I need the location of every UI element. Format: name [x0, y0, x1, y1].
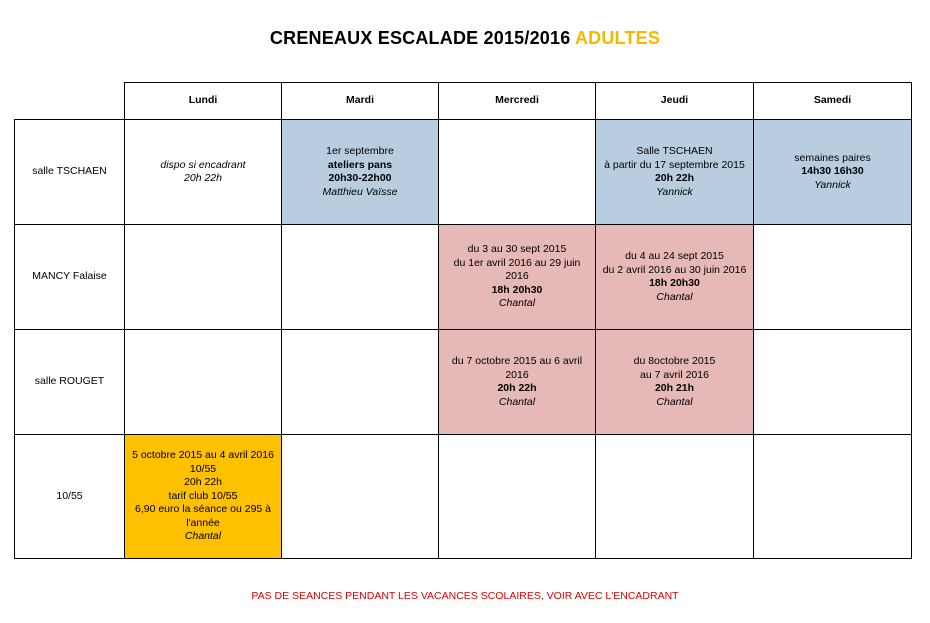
- cell-1055-jeudi: [596, 435, 754, 559]
- cell-hours: 20h 21h: [654, 382, 695, 394]
- title-accent: ADULTES: [574, 28, 661, 48]
- cell-mancy-jeudi: [596, 225, 754, 330]
- cell-hours: 20h30-22h00: [328, 172, 392, 184]
- row-label-rouget: salle ROUGET: [15, 330, 125, 435]
- cell-hours: 18h 20h30: [649, 277, 700, 289]
- cell-coach: Yannick: [814, 178, 851, 191]
- cell-line: du 1er avril 2016 au 29 juin: [453, 256, 581, 269]
- cell-hours: 20h 22h: [184, 476, 222, 489]
- cell-date: 1er septembre: [326, 145, 394, 157]
- cell-mancy-lundi: [125, 225, 282, 330]
- cell-coach: Matthieu Vaïsse: [322, 185, 398, 198]
- cell-tschaen-samedi: [754, 120, 912, 225]
- cell-1055-samedi: [754, 435, 912, 559]
- row-label-mancy: MANCY Falaise: [15, 225, 125, 330]
- cell-line: dispo si encadrant: [160, 158, 246, 171]
- cell-activity: ateliers pans: [327, 158, 393, 171]
- day-header-mercredi: Mercredi: [439, 83, 596, 120]
- cell-mancy-samedi: [754, 225, 912, 330]
- cell-rouget-mardi: [282, 330, 439, 435]
- cell-1055-mardi: [282, 435, 439, 559]
- cell-line: du 3 au 30 sept 2015: [467, 243, 567, 256]
- cell-rouget-lundi: [125, 330, 282, 435]
- cell-coach: Chantal: [498, 297, 536, 310]
- cell-line: 2016: [505, 270, 529, 283]
- cell-line: Salle TSCHAEN: [636, 145, 713, 157]
- cell-tschaen-mardi: [282, 120, 439, 225]
- cell-hours: 20h 22h: [497, 382, 537, 394]
- title-main: CRENEAUX ESCALADE 2015/2016: [269, 28, 571, 48]
- cell-coach: Chantal: [498, 395, 536, 408]
- footer-note: PAS DE SEANCES PENDANT LES VACANCES SCOLAIRES, VOIR AVEC L'ENCADRANT: [251, 590, 679, 602]
- cell-1055-lundi: [125, 435, 282, 559]
- cell-line: semaines paires: [794, 151, 871, 164]
- row-label-1055: 10/55: [15, 435, 125, 559]
- header-row: [15, 83, 912, 120]
- cell-line: du 4 au 24 sept 2015: [625, 250, 724, 262]
- cell-line: du 7 octobre 2015 au 6 avril: [451, 355, 583, 367]
- table-row: [15, 435, 912, 559]
- day-header-samedi: Samedi: [754, 83, 912, 120]
- day-header-mardi: Mardi: [282, 83, 439, 120]
- day-header-lundi: Lundi: [125, 83, 282, 120]
- cell-line: du 8octobre 2015: [633, 355, 716, 367]
- cell-hours: 14h30 16h30: [801, 165, 864, 178]
- cell-mancy-mardi: [282, 225, 439, 330]
- cell-line: 10/55: [189, 462, 217, 475]
- cell-line: 2016: [505, 368, 529, 381]
- cell-hours: 18h 20h30: [491, 283, 543, 296]
- cell-tschaen-lundi: [125, 120, 282, 225]
- page-title: [0, 28, 930, 49]
- cell-line: 5 octobre 2015 au 4 avril 2016: [132, 449, 274, 462]
- cell-mancy-mercredi: [439, 225, 596, 330]
- cell-line: tarif club 10/55: [168, 489, 238, 502]
- table-row: [15, 225, 912, 330]
- corner-cell: [15, 83, 125, 120]
- table-row: [15, 120, 912, 225]
- cell-1055-mercredi: [439, 435, 596, 559]
- table-row: [15, 330, 912, 435]
- cell-hours: 20h 22h: [654, 172, 695, 184]
- cell-tschaen-jeudi: [596, 120, 754, 225]
- cell-rouget-samedi: [754, 330, 912, 435]
- cell-coach: Yannick: [656, 185, 693, 198]
- schedule-table: [14, 82, 912, 559]
- cell-line: du 2 avril 2016 au 30 juin 2016: [602, 263, 747, 276]
- day-header-jeudi: Jeudi: [596, 83, 754, 120]
- cell-coach: Chantal: [184, 530, 222, 543]
- cell-hours: 20h 22h: [184, 172, 222, 184]
- cell-tschaen-mercredi: [439, 120, 596, 225]
- cell-line: à partir du 17 septembre 2015: [604, 158, 745, 171]
- cell-line: au 7 avril 2016: [640, 368, 709, 381]
- cell-coach: Chantal: [656, 395, 693, 408]
- cell-line: 6,90 euro la séance ou 295 à: [134, 503, 272, 516]
- row-label-tschaen: salle TSCHAEN: [15, 120, 125, 225]
- cell-line: l'année: [186, 516, 220, 529]
- cell-rouget-jeudi: [596, 330, 754, 435]
- cell-coach: Chantal: [656, 290, 693, 303]
- cell-rouget-mercredi: [439, 330, 596, 435]
